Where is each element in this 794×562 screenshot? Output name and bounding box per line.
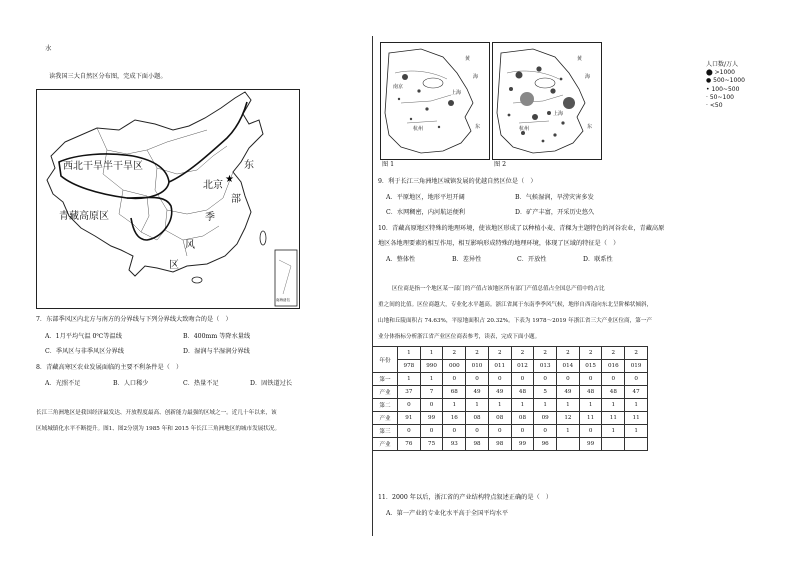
table-cell: [602, 438, 625, 451]
table-cell: 1: [602, 399, 625, 412]
table-cell: 99: [420, 412, 443, 425]
svg-text:★: ★: [225, 174, 234, 185]
table-header-label: 年份: [373, 347, 398, 373]
q9-stem: 9．利于长江三角洲地区城镇发展的优越自然区位是（ ）: [378, 178, 537, 185]
column-divider: [372, 36, 373, 536]
fig1-shanghai: 上海: [451, 90, 462, 96]
table-cell: 1: [625, 425, 648, 438]
table-cell: 08: [488, 412, 511, 425]
q7-option-a[interactable]: A．1月平均气温 0℃等温线: [45, 333, 122, 340]
q7-option-b[interactable]: B．400mm 等降水量线: [183, 333, 251, 340]
table-cell: 1: [488, 399, 511, 412]
table-cell: 99: [511, 438, 534, 451]
table-cell: 7: [420, 386, 443, 399]
q10-option-b[interactable]: B．差异性: [452, 256, 482, 263]
passage2-line-3: 山地和丘陵面积占 74.63%，平原地面积占 20.32%。下表为 1978～2019 年浙江省三大产业区位商，第一产: [378, 318, 653, 324]
beijing-label: 北京: [203, 180, 223, 191]
q8-option-d[interactable]: D．固铁道过长: [250, 380, 293, 387]
figure-2-map: [492, 42, 602, 160]
table-cell: 98: [488, 438, 511, 451]
figure-1-caption: 图 1: [382, 161, 395, 168]
table-cell: 1: [443, 399, 466, 412]
legend-item-2: [706, 77, 745, 85]
table-cell: 0: [579, 373, 602, 386]
figure-2-caption: 图 2: [494, 161, 507, 168]
table-cell: 93: [443, 438, 466, 451]
table-cell: 0: [420, 399, 443, 412]
table-cell: 0: [398, 425, 421, 438]
qu-label: 区: [169, 260, 179, 271]
table-cell: 12: [557, 412, 580, 425]
table-cell: 76: [398, 438, 421, 451]
table-cell: 0: [443, 425, 466, 438]
northwest-arid-region-label: 西北干旱半干旱区: [63, 161, 143, 172]
q7-stem: 7．东部季风区内北方与南方的分界线与下列分界线大致吻合的是（ ）: [36, 316, 232, 323]
table-cell: 49: [557, 386, 580, 399]
table-cell: 5: [534, 386, 557, 399]
year-cell-bottom: 000: [443, 360, 466, 373]
figure-1-map: [380, 42, 490, 160]
q9-option-c[interactable]: C．水网稠密，内河航运便利: [386, 209, 465, 216]
table-cell: 98: [466, 438, 489, 451]
row-label-bottom: 产业: [373, 412, 398, 425]
year-cell-top: 2: [511, 347, 534, 360]
legend-symbol-small-icon: •: [706, 85, 710, 93]
table-cell: 0: [534, 425, 557, 438]
year-cell-bottom: 013: [534, 360, 557, 373]
table-cell: 1: [557, 399, 580, 412]
table-cell: 1: [625, 399, 648, 412]
q8-stem: 8．青藏高寒区农业发展面临的主要不利条件是（ ）: [36, 364, 183, 371]
table-cell: 1: [511, 399, 534, 412]
passage-line-1: 长江三角洲地区是我国经济最发达、开放程度最高、创新能力最强的区域之一。近几十年以来，该: [36, 410, 277, 416]
fig2-dong: 东: [587, 124, 593, 130]
year-cell-bottom: 011: [488, 360, 511, 373]
table-cell: 0: [625, 373, 648, 386]
row-label-bottom: 产业: [373, 438, 398, 451]
year-cell-bottom: 019: [625, 360, 648, 373]
table-row-primary-top: [373, 373, 648, 386]
q7-option-d[interactable]: D．湿润与半湿润分界线: [183, 348, 250, 355]
q9-option-d[interactable]: D．矿产丰富，开采历史悠久: [515, 209, 595, 216]
legend-item-5: [706, 102, 745, 110]
table-cell: 48: [602, 386, 625, 399]
legend-symbol-large-icon: ⬤: [706, 69, 713, 77]
table-cell: 0: [466, 425, 489, 438]
year-cell-bottom: 990: [420, 360, 443, 373]
table-cell: 1: [557, 425, 580, 438]
table-cell: 0: [511, 425, 534, 438]
table-cell: 08: [511, 412, 534, 425]
fig2-shanghai: 上海: [553, 111, 564, 117]
table-header-row-2: [373, 360, 648, 373]
legend-label-5: <50: [709, 102, 723, 110]
fig2-hangzhou: 杭州: [519, 126, 530, 132]
legend-title: 人口数/万人: [706, 61, 739, 68]
year-cell-top: 2: [466, 347, 489, 360]
year-cell-bottom: 010: [466, 360, 489, 373]
table-cell: 0: [511, 373, 534, 386]
fig1-hangzhou: 杭州: [413, 126, 424, 132]
table-row-tertiary-top: [373, 425, 648, 438]
figure-1-outline: [381, 43, 489, 159]
legend-label-4: 50~100: [709, 93, 734, 101]
fig1-dong: 东: [475, 124, 481, 130]
q9-option-b[interactable]: B．气候湿润，旱涝灾害多发: [515, 194, 594, 201]
year-cell-top: 2: [625, 347, 648, 360]
ji-label: 季: [205, 212, 215, 223]
figure-2-outline: [493, 43, 601, 159]
q8-option-a[interactable]: A．光照不足: [45, 380, 81, 387]
page-fragment-text: 水: [45, 44, 52, 52]
passage2-line-1: 区位商是指一个地区某一部门的产值占该地区所有部门产值总值占全国总产值中的占比: [392, 286, 605, 292]
year-cell-bottom: 016: [602, 360, 625, 373]
table-row-primary-bottom: [373, 386, 648, 399]
q10-option-a[interactable]: A．整体性: [386, 256, 416, 263]
table-cell: 91: [398, 412, 421, 425]
table-cell: 0: [443, 373, 466, 386]
passage2-line-4: 业分体指标分析浙江省产业区位商表参考，读表，完成下面小题。: [378, 334, 541, 340]
year-cell-bottom: 012: [511, 360, 534, 373]
feng-label: 风: [185, 240, 195, 251]
table-cell: 99: [579, 438, 602, 451]
map-question-intro: 读我国三大自然区分布图，完成下面小题。: [49, 73, 167, 80]
table-cell: 0: [557, 373, 580, 386]
table-cell: 08: [466, 412, 489, 425]
year-cell-bottom: 015: [579, 360, 602, 373]
legend-symbol-medium-icon: ●: [706, 77, 712, 85]
year-cell-top: 2: [557, 347, 580, 360]
table-cell: 37: [398, 386, 421, 399]
table-cell: 48: [579, 386, 602, 399]
table-row-tertiary-bottom: [373, 438, 648, 451]
year-cell-top: 1: [398, 347, 421, 360]
table-cell: 0: [488, 425, 511, 438]
qinghai-tibet-region-label: 青藏高原区: [59, 211, 109, 222]
legend-label-3: 100~500: [711, 85, 740, 93]
row-label-top: 第三: [373, 425, 398, 438]
table-cell: 96: [534, 438, 557, 451]
table-header-row: [373, 347, 648, 360]
table-cell: 1: [579, 399, 602, 412]
location-quotient-table: [372, 346, 648, 451]
table-cell: 09: [534, 412, 557, 425]
inset-label: 南海诸岛: [276, 298, 290, 302]
table-cell: 75: [420, 438, 443, 451]
table-row-secondary-bottom: [373, 412, 648, 425]
table-cell: 49: [466, 386, 489, 399]
legend-label-2: 500~1000: [713, 77, 745, 85]
row-label-top: 第一: [373, 373, 398, 386]
fig1-nanjing: 南京: [393, 84, 404, 90]
table-cell: 1: [420, 373, 443, 386]
q10-stem-line-2: 地区各地理要素的相互作用，相互影响形成特殊的地理环境，体现了区域的特征是（ ）: [378, 240, 620, 247]
row-label-top: 第二: [373, 399, 398, 412]
q8-option-b[interactable]: B．人口稀少: [113, 380, 149, 387]
table-cell: 1: [534, 399, 557, 412]
table-cell: 0: [398, 399, 421, 412]
legend-symbol-smaller-icon: ·: [706, 93, 708, 101]
q11-stem: 11．2000 年以后，浙江省的产业结构特点叙述正确的是（ ）: [378, 494, 553, 501]
year-cell-bottom: 978: [398, 360, 421, 373]
year-cell-top: 2: [488, 347, 511, 360]
table-cell: 16: [443, 412, 466, 425]
table-cell: 0: [602, 373, 625, 386]
china-natural-regions-map: [36, 89, 300, 309]
legend-item-4: [706, 94, 745, 102]
bu-label: 部: [231, 194, 241, 205]
china-map-outline: [37, 90, 299, 308]
fig2-hai: 海: [585, 74, 591, 80]
q8-option-c[interactable]: C．热量不足: [183, 380, 219, 387]
table-cell: 68: [443, 386, 466, 399]
table-cell: 1: [602, 425, 625, 438]
table-cell: 0: [534, 373, 557, 386]
year-cell-top: 2: [443, 347, 466, 360]
table-cell: 11: [579, 412, 602, 425]
q10-stem-line-1: 10．青藏高原地区特殊的地理环境，使该地区形成了以种植小麦、青稞为主题特色的河谷农业，青藏高原: [378, 225, 665, 232]
table-cell: 11: [625, 412, 648, 425]
passage2-line-2: 重之间的比值。区位商越大，专业化水平越高。浙江省属于东南季季风气候，地形自西南向东北呈阶梯状倾斜，: [378, 302, 653, 308]
q10-option-d[interactable]: D．联系性: [583, 256, 613, 263]
table-cell: [557, 438, 580, 451]
year-cell-top: 2: [534, 347, 557, 360]
table-row-secondary-top: [373, 399, 648, 412]
year-cell-top: 1: [420, 347, 443, 360]
population-legend: [706, 61, 745, 110]
legend-label-1: >1000: [714, 69, 735, 77]
q10-option-c[interactable]: C．开放性: [517, 256, 547, 263]
table-cell: 1: [466, 399, 489, 412]
table-cell: 0: [488, 373, 511, 386]
table-cell: 47: [625, 386, 648, 399]
year-cell-top: 2: [579, 347, 602, 360]
fig2-huang: 黄: [577, 56, 583, 62]
year-cell-top: 2: [602, 347, 625, 360]
q9-option-a[interactable]: A．平原地区，地形平坦开阔: [386, 194, 465, 201]
table-cell: 49: [488, 386, 511, 399]
east-label: 东: [244, 160, 254, 171]
legend-item-1: [706, 69, 745, 77]
passage-line-2: 区域城镇化水平不断提升。图1、图2分别为 1985 年和 2015 年长江三角洲地区的城市发展状况。: [36, 426, 281, 432]
table-cell: [625, 438, 648, 451]
table-cell: 0: [420, 425, 443, 438]
q11-option-a[interactable]: A．第一产业的专业化水平高于全国平均水平: [386, 510, 509, 517]
table-cell: 1: [398, 373, 421, 386]
q7-option-c[interactable]: C．季风区与非季风区分界线: [45, 348, 124, 355]
table-cell: 48: [511, 386, 534, 399]
row-label-bottom: 产业: [373, 386, 398, 399]
table-cell: 11: [602, 412, 625, 425]
table-cell: 0: [466, 373, 489, 386]
legend-symbol-smallest-icon: ·: [706, 102, 708, 110]
fig1-hai: 海: [473, 74, 479, 80]
legend-item-3: [706, 86, 745, 94]
fig1-huang: 黄: [465, 56, 471, 62]
year-cell-bottom: 014: [557, 360, 580, 373]
table-cell: 0: [579, 425, 602, 438]
